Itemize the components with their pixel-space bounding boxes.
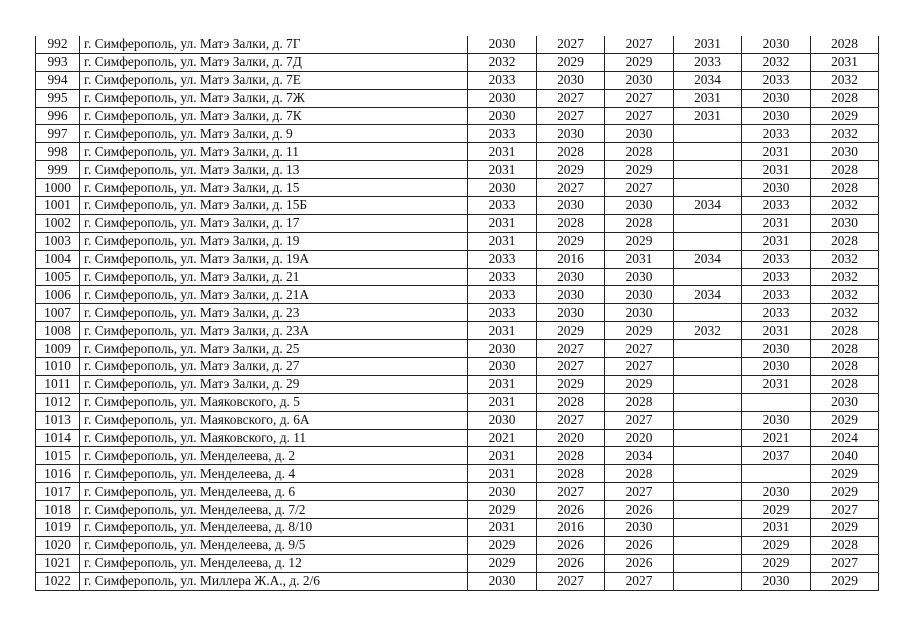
year-cell: 2031 [742,161,811,179]
year-cell: 2030 [811,143,879,161]
table-row [36,143,879,161]
table-row [36,53,879,71]
year-cell: 2032 [674,322,742,340]
year-cell: 2030 [811,393,879,411]
year-cell: 2031 [468,393,537,411]
year-cell: 2031 [742,214,811,232]
year-cell: 2030 [605,286,674,304]
row-number: 1016 [36,465,80,483]
row-number: 994 [36,71,80,89]
year-cell: 2029 [605,53,674,71]
address-cell: г. Симферополь, ул. Матэ Залки, д. 25 [80,340,468,358]
row-number: 1009 [36,340,80,358]
address-cell: г. Симферополь, ул. Матэ Залки, д. 21 [80,268,468,286]
year-cell: 2030 [742,179,811,197]
row-number: 997 [36,125,80,143]
year-cell: 2028 [537,143,605,161]
year-cell: 2026 [537,536,605,554]
address-cell: г. Симферополь, ул. Матэ Залки, д. 19 [80,232,468,250]
year-cell [674,536,742,554]
year-cell: 2029 [537,375,605,393]
year-cell: 2032 [811,268,879,286]
year-cell: 2027 [537,36,605,53]
year-cell [674,447,742,465]
table-row [36,519,879,537]
row-number: 1004 [36,250,80,268]
row-number: 1003 [36,232,80,250]
year-cell: 2029 [468,536,537,554]
year-cell [674,304,742,322]
year-cell: 2028 [811,161,879,179]
row-number: 996 [36,107,80,125]
year-cell: 2033 [468,268,537,286]
year-cell: 2031 [674,89,742,107]
year-cell: 2034 [674,71,742,89]
address-cell: г. Симферополь, ул. Матэ Залки, д. 7Е [80,71,468,89]
row-number: 1022 [36,572,80,590]
year-cell: 2029 [605,161,674,179]
year-cell: 2030 [537,125,605,143]
address-cell: г. Симферополь, ул. Матэ Залки, д. 27 [80,358,468,376]
year-cell: 2034 [674,197,742,215]
year-cell [674,501,742,519]
year-cell: 2026 [605,536,674,554]
year-cell: 2021 [742,429,811,447]
row-number: 1007 [36,304,80,322]
table-row [36,358,879,376]
year-cell: 2032 [811,125,879,143]
year-cell: 2029 [468,501,537,519]
table-row [36,411,879,429]
year-cell: 2030 [742,572,811,590]
year-cell: 2031 [468,375,537,393]
year-cell: 2033 [742,125,811,143]
year-cell: 2030 [537,71,605,89]
address-cell: г. Симферополь, ул. Менделеева, д. 6 [80,483,468,501]
address-cell: г. Симферополь, ул. Маяковского, д. 11 [80,429,468,447]
year-cell: 2031 [742,375,811,393]
year-cell: 2028 [537,447,605,465]
table-row [36,465,879,483]
year-cell [674,375,742,393]
year-cell: 2028 [811,232,879,250]
year-cell: 2034 [605,447,674,465]
year-cell: 2031 [742,519,811,537]
table-row [36,250,879,268]
year-cell: 2030 [605,268,674,286]
year-cell: 2030 [468,179,537,197]
year-cell [674,179,742,197]
row-number: 1019 [36,519,80,537]
year-cell: 2030 [742,89,811,107]
address-cell: г. Симферополь, ул. Матэ Залки, д. 9 [80,125,468,143]
table-row [36,554,879,572]
table-row [36,286,879,304]
year-cell: 2033 [742,304,811,322]
year-cell: 2028 [537,465,605,483]
address-cell: г. Симферополь, ул. Менделеева, д. 8/10 [80,519,468,537]
year-cell: 2029 [742,536,811,554]
year-cell: 2030 [468,358,537,376]
year-cell: 2029 [605,375,674,393]
year-cell: 2028 [537,393,605,411]
address-cell: г. Симферополь, ул. Миллера Ж.А., д. 2/6 [80,572,468,590]
year-cell: 2032 [468,53,537,71]
year-cell: 2030 [811,214,879,232]
year-cell: 2028 [605,143,674,161]
table-row [36,536,879,554]
address-cell: г. Симферополь, ул. Матэ Залки, д. 7Д [80,53,468,71]
year-cell: 2031 [811,53,879,71]
address-cell: г. Симферополь, ул. Матэ Залки, д. 15Б [80,197,468,215]
year-cell: 2027 [605,358,674,376]
row-number: 1017 [36,483,80,501]
address-cell: г. Симферополь, ул. Матэ Залки, д. 11 [80,143,468,161]
year-cell: 2030 [468,483,537,501]
year-cell: 2028 [811,322,879,340]
table-row [36,161,879,179]
year-cell: 2028 [605,393,674,411]
year-cell: 2031 [742,232,811,250]
year-cell [674,358,742,376]
year-cell: 2029 [742,501,811,519]
row-number: 1014 [36,429,80,447]
address-cell: г. Симферополь, ул. Матэ Залки, д. 19А [80,250,468,268]
row-number: 1020 [36,536,80,554]
year-cell: 2033 [468,125,537,143]
year-cell: 2034 [674,250,742,268]
address-cell: г. Симферополь, ул. Маяковского, д. 5 [80,393,468,411]
row-number: 1006 [36,286,80,304]
year-cell: 2031 [468,161,537,179]
year-cell: 2028 [811,179,879,197]
table-row [36,483,879,501]
year-cell: 2027 [605,107,674,125]
year-cell: 2037 [742,447,811,465]
year-cell: 2027 [537,107,605,125]
table-row [36,572,879,590]
year-cell [674,393,742,411]
row-number: 993 [36,53,80,71]
row-number: 1001 [36,197,80,215]
address-cell: г. Симферополь, ул. Матэ Залки, д. 15 [80,179,468,197]
row-number: 1002 [36,214,80,232]
year-cell: 2026 [605,554,674,572]
year-cell: 2029 [742,554,811,572]
table-row [36,375,879,393]
address-cell: г. Симферополь, ул. Менделеева, д. 4 [80,465,468,483]
address-cell: г. Симферополь, ул. Менделеева, д. 7/2 [80,501,468,519]
year-cell [742,465,811,483]
year-cell [674,161,742,179]
table-row [36,36,879,53]
year-cell: 2040 [811,447,879,465]
row-number: 995 [36,89,80,107]
year-cell [674,125,742,143]
year-cell: 2030 [537,197,605,215]
year-cell: 2026 [537,501,605,519]
year-cell: 2028 [811,358,879,376]
year-cell: 2027 [605,340,674,358]
table-row [36,107,879,125]
table-row [36,268,879,286]
year-cell: 2030 [605,519,674,537]
year-cell [674,143,742,161]
year-cell: 2027 [605,483,674,501]
year-cell [674,554,742,572]
year-cell: 2027 [537,179,605,197]
year-cell: 2030 [742,411,811,429]
table-row [36,447,879,465]
year-cell [674,340,742,358]
row-number: 1005 [36,268,80,286]
table-row [36,197,879,215]
year-cell: 2031 [468,322,537,340]
year-cell: 2029 [537,53,605,71]
year-cell: 2028 [811,375,879,393]
year-cell: 2033 [742,268,811,286]
table-row [36,501,879,519]
year-cell: 2027 [537,358,605,376]
year-cell: 2027 [537,572,605,590]
year-cell: 2033 [742,71,811,89]
year-cell: 2030 [468,340,537,358]
year-cell: 2027 [605,179,674,197]
year-cell: 2032 [811,250,879,268]
row-number: 1012 [36,393,80,411]
year-cell: 2031 [468,465,537,483]
year-cell: 2033 [468,304,537,322]
year-cell: 2030 [742,340,811,358]
address-cell: г. Симферополь, ул. Матэ Залки, д. 7Г [80,36,468,53]
row-number: 1021 [36,554,80,572]
year-cell: 2031 [468,232,537,250]
year-cell [674,411,742,429]
year-cell [674,214,742,232]
address-cell: г. Симферополь, ул. Менделеева, д. 9/5 [80,536,468,554]
year-cell: 2021 [468,429,537,447]
year-cell: 2027 [605,411,674,429]
year-cell: 2028 [811,36,879,53]
year-cell: 2030 [605,197,674,215]
year-cell: 2033 [742,250,811,268]
year-cell: 2028 [605,465,674,483]
year-cell: 2031 [468,214,537,232]
table-row [36,304,879,322]
year-cell: 2028 [605,214,674,232]
housing-schedule-table [35,36,879,591]
year-cell [674,465,742,483]
year-cell: 2033 [674,53,742,71]
row-number: 1013 [36,411,80,429]
year-cell: 2029 [811,107,879,125]
year-cell: 2029 [605,322,674,340]
row-number: 999 [36,161,80,179]
year-cell: 2030 [742,107,811,125]
year-cell: 2033 [468,71,537,89]
year-cell: 2034 [674,286,742,304]
year-cell: 2029 [811,519,879,537]
row-number: 1015 [36,447,80,465]
year-cell: 2031 [468,447,537,465]
year-cell: 2029 [811,465,879,483]
year-cell: 2031 [674,36,742,53]
year-cell: 2031 [742,322,811,340]
year-cell: 2029 [811,572,879,590]
year-cell: 2027 [537,483,605,501]
year-cell: 2020 [537,429,605,447]
table-row [36,125,879,143]
year-cell: 2027 [537,89,605,107]
year-cell: 2030 [742,358,811,376]
address-cell: г. Симферополь, ул. Матэ Залки, д. 29 [80,375,468,393]
table-row [36,214,879,232]
table-row [36,429,879,447]
row-number: 1000 [36,179,80,197]
address-cell: г. Симферополь, ул. Матэ Залки, д. 17 [80,214,468,232]
year-cell: 2030 [605,71,674,89]
address-cell: г. Симферополь, ул. Матэ Залки, д. 13 [80,161,468,179]
address-cell: г. Симферополь, ул. Маяковского, д. 6А [80,411,468,429]
year-cell: 2024 [811,429,879,447]
year-cell: 2031 [742,143,811,161]
row-number: 1018 [36,501,80,519]
address-cell: г. Симферополь, ул. Матэ Залки, д. 23А [80,322,468,340]
year-cell: 2030 [468,89,537,107]
table-row [36,71,879,89]
year-cell: 2026 [605,501,674,519]
year-cell: 2027 [605,572,674,590]
year-cell: 2033 [468,286,537,304]
year-cell: 2030 [537,304,605,322]
year-cell [674,232,742,250]
year-cell: 2027 [605,89,674,107]
year-cell: 2032 [811,71,879,89]
year-cell: 2033 [468,197,537,215]
year-cell: 2026 [537,554,605,572]
year-cell: 2030 [742,483,811,501]
year-cell: 2030 [537,286,605,304]
year-cell: 2028 [537,214,605,232]
year-cell: 2030 [537,268,605,286]
year-cell: 2016 [537,519,605,537]
address-cell: г. Симферополь, ул. Менделеева, д. 2 [80,447,468,465]
year-cell: 2030 [742,36,811,53]
year-cell: 2030 [605,304,674,322]
year-cell: 2029 [537,232,605,250]
year-cell: 2027 [537,411,605,429]
year-cell: 2029 [537,322,605,340]
year-cell: 2027 [537,340,605,358]
year-cell: 2027 [811,501,879,519]
address-cell: г. Симферополь, ул. Матэ Залки, д. 7К [80,107,468,125]
year-cell: 2028 [811,536,879,554]
table-row [36,393,879,411]
year-cell: 2033 [468,250,537,268]
row-number: 998 [36,143,80,161]
table-row [36,179,879,197]
year-cell [674,483,742,501]
year-cell: 2027 [605,36,674,53]
year-cell: 2028 [811,89,879,107]
year-cell: 2031 [468,519,537,537]
year-cell: 2030 [468,36,537,53]
year-cell: 2032 [742,53,811,71]
year-cell [674,519,742,537]
year-cell: 2032 [811,197,879,215]
address-cell: г. Симферополь, ул. Менделеева, д. 12 [80,554,468,572]
year-cell: 2030 [605,125,674,143]
year-cell: 2032 [811,304,879,322]
year-cell: 2030 [468,107,537,125]
year-cell: 2029 [605,232,674,250]
row-number: 1011 [36,375,80,393]
year-cell: 2033 [742,286,811,304]
address-cell: г. Симферополь, ул. Матэ Залки, д. 23 [80,304,468,322]
address-cell: г. Симферополь, ул. Матэ Залки, д. 7Ж [80,89,468,107]
year-cell: 2029 [537,161,605,179]
year-cell: 2029 [811,411,879,429]
year-cell [742,393,811,411]
table-row [36,340,879,358]
row-number: 992 [36,36,80,53]
table-row [36,232,879,250]
year-cell: 2031 [605,250,674,268]
year-cell: 2029 [811,483,879,501]
year-cell: 2031 [468,143,537,161]
year-cell: 2029 [468,554,537,572]
table-row [36,89,879,107]
row-number: 1008 [36,322,80,340]
year-cell: 2030 [468,572,537,590]
year-cell [674,572,742,590]
year-cell: 2033 [742,197,811,215]
year-cell: 2016 [537,250,605,268]
year-cell: 2032 [811,286,879,304]
table-row [36,322,879,340]
year-cell [674,429,742,447]
year-cell: 2020 [605,429,674,447]
address-cell: г. Симферополь, ул. Матэ Залки, д. 21А [80,286,468,304]
year-cell [674,268,742,286]
year-cell: 2030 [468,411,537,429]
year-cell: 2028 [811,340,879,358]
year-cell: 2031 [674,107,742,125]
row-number: 1010 [36,358,80,376]
year-cell: 2027 [811,554,879,572]
